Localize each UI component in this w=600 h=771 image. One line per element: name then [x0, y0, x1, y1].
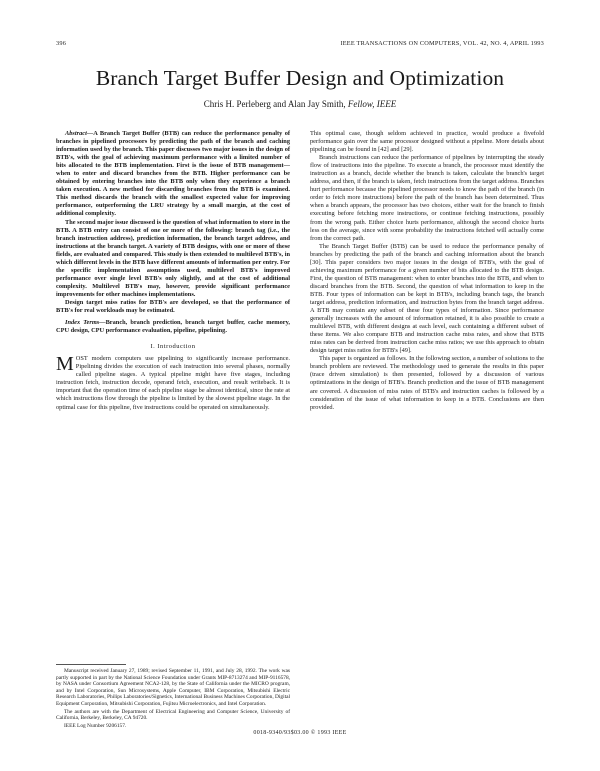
left-column [56, 130, 290, 412]
author-fellow: Fellow, IEEE [347, 99, 397, 109]
paper-title: Branch Target Buffer Design and Optimization [95, 66, 505, 90]
footnotes [56, 664, 290, 729]
author-names: Chris H. Perleberg and Alan Jay Smith, [203, 99, 346, 109]
body-paragraph-3: The Branch Target Buffer (BTB) can be used to reduce the performance penalty of branches by predicting the path of the branch and caching information about the branch [30]. This paper considers two major issues in the design of BTB's, with the goal of achieving maximum performance for a given number of bits allocated to the BTB design. First, the question of BTB management: when to enter branches into the BTB, and when to discard branches from the BTB. Second, the question of what information to keep in the BTB. Four types of information can be kept in BTB's, including branch tags, the branch target address, prediction information, and instruction bytes from the branch target address. A BTB may contain any subset of these four types of information. Since performance generally increases with the amount of information retained, it is also possible to create a multilevel BTB, with different designs at each level, each containing a different subset of these items. We also compare BTB and instruction cache miss rates, and show that BTB miss rates can be derived from instruction cache miss ratios; we use this approach to obtain design target miss ratios for BTB's [49]. [310, 242, 544, 355]
right-column [310, 130, 544, 412]
footnote-rule [56, 664, 126, 665]
index-terms [56, 319, 290, 335]
copyright-line: 0018-9340/93$03.00 © 1993 IEEE [253, 730, 347, 736]
section-heading-introduction: I. Introduction [150, 343, 196, 351]
abstract-paragraph-2: The second major issue discussed is the question of what information to store in the BTB. A BTB entry can consist of one or more of the following: branch tag (i.e., the branch instruction address), prediction information, the branch target address, and instructions at the branch target. A variety of BTB designs, with one or more of these fields, are evaluated and compared. This study is then extended to multilevel BTB's, in which different levels in the BTB have different amounts of information per entry. For the specific implementation assumptions used, multilevel BTB's improved performance over single level BTB's only slightly, and at the cost of additional complexity. Multilevel BTB's may, however, provide significant performance improvements for other machines implementations. [56, 218, 290, 298]
drop-cap: M [56, 353, 74, 376]
footnote-manuscript: Manuscript received January 27, 1989; revised September 11, 1991, and July 28, 1992. The work was partly supported in part by the National Science Foundation under Grants MIP-8713274 and MIP-9116578, by NASA under Consortium Agreement NCA2-128, by the State of California under the MICRO program, and by Intel Corporation, Sun Microsystems, Apple Computer, IBM Corporation, Mitsubishi Electric Research Laboratories, Philips Laboratories/Signetics, International Business Machines Corporation, Digital Equipment Corporation, Mitsubishi Corporation, Fujitsu Microelectronics, and Intel Corporation. [56, 668, 290, 707]
running-header [56, 40, 544, 52]
intro-text: OST modern computers use pipelining to significantly increase performance. Pipelining divides the execution of each instruction into several phases, normally called pipeline stages. A typical pipeline might have five stages, including instruction fetch, instruction decode, operand fetch, execution, and result writeback. It is important that the operation time of each pipeline stage be almost identical, since the rate at which instructions flow through the pipeline is limited by the slowest pipeline stage. In the optimal case for this pipeline, five instructions could be operated on simultaneously. [56, 355, 290, 411]
body-paragraph-1: This optimal case, though seldom achieved in practice, would produce a fivefold performance gain over the same processor designed without a pipeline. More details about pipelining can be found in [42] and [29]. [310, 130, 544, 154]
intro-paragraph [56, 355, 290, 411]
abstract-paragraph-1 [56, 130, 290, 219]
body-paragraph-4: This paper is organized as follows. In the following section, a number of solutions to the branch problem are reviewed. The methodology used to generate the results in this paper (trace driven simulation) is then presented, followed by a discussion of various optimizations in the design of BTB's. Branch prediction and the issue of BTB management are covered. A discussion of miss rates of BTB's and instruction caches is followed by a consideration of the issue of what information to keep in a BTB. Conclusions are then provided. [310, 355, 544, 411]
abstract-label: Abstract— [65, 130, 94, 137]
footnote-log-number: IEEE Log Number 9206157. [64, 722, 127, 729]
footnote-affiliation: The authors are with the Department of Electrical Engineering and Computer Science, University of California, Berkeley, Berkeley, CA 94720. [56, 708, 290, 722]
index-terms-text: Branch, branch prediction, branch target buffer, cache memory, CPU design, CPU performance evaluation, pipeline, pipelining. [56, 319, 290, 335]
index-terms-label: Index Terms— [65, 319, 106, 327]
abstract-text-1: A Branch Target Buffer (BTB) can reduce the performance penalty of branches in pipelined processors by predicting the path of the branch and caching information used by the branch. This paper discusses two major issues in the design of BTB's, with the goal of achieving maximum performance with a limited number of bits allocated to the BTB implementation. First is the issue of BTB management—when to enter and discard branches from the BTB. Higher performance can be obtained by entering branches into the BTB only when they experience a branch taken execution. A new method for discarding branches from the BTB is examined. This method discards the branch with the smallest expected value for improving performance, outperforming the LRU strategy by a small margin, at the cost of additional complexity. [56, 130, 290, 218]
abstract-paragraph-3: Design target miss ratios for BTB's are developed, so that the performance of BTB's for real workloads may be estimated. [56, 298, 290, 315]
author-line [0, 99, 600, 109]
journal-header: IEEE TRANSACTIONS ON COMPUTERS, VOL. 42, NO. 4, APRIL 1993 [340, 40, 544, 47]
body-paragraph-2: Branch instructions can reduce the performance of pipelines by interrupting the steady flow of instructions into the pipeline. To execute a branch, the processor must identify the instruction as a branch, decide whether the branch is taken, calculate the branch's target address, and then, if the branch is taken, fetch instructions from the target address. Branches hurt performance because the pipelined processor needs to know the path of the branch (in order to fetch more instructions) before the path of the branch has been determined. Thus when a branch appears, the processor has two choices, either wait for the branch to finish executing before fetching more instructions, or continue fetching instructions, possibly from the wrong path. Either choice hurts performance, although the second choice hurts less on the average, since with some probability the instructions fetched will actually come from the correct path. [310, 154, 544, 242]
page-number: 396 [56, 40, 67, 47]
